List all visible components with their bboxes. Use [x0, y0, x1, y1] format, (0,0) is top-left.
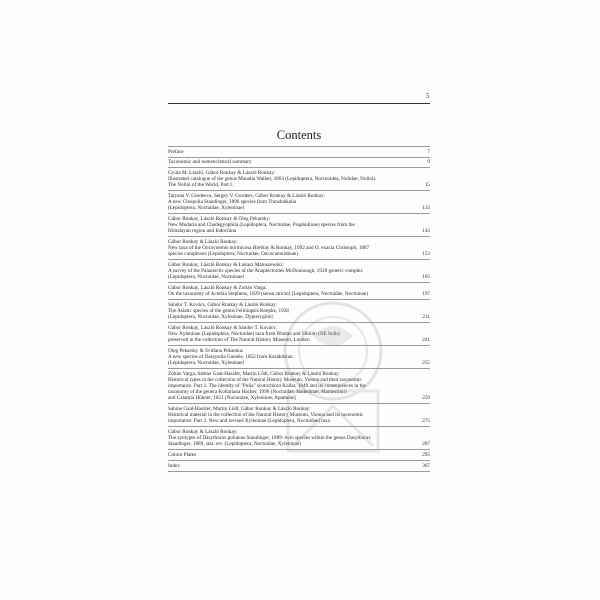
- toc-page-number: 7: [427, 148, 430, 155]
- toc-page-number: 241: [422, 336, 430, 343]
- toc-entry-authors: Sándor T. Kovács, Gábor Ronkay & László Ronkay:: [168, 301, 278, 308]
- toc-entry-title-line: importance. Part 1. The identity of "Polia" scotochlora Kollar, 1849 and its consequences in the: [168, 382, 366, 389]
- toc-entry-title-line: and Calamia Hübner, 1821 (Noctuidae, Xyleninae, Apameini): [168, 395, 297, 402]
- toc-entry-authors: Sabine Gaal-Haszler, Martin Lödl, Gábor Ronkay & László Ronkay:: [168, 405, 311, 412]
- toc-entry: [168, 426, 430, 449]
- toc-entry-title-line: Himalayan region and Indochina: [168, 228, 237, 235]
- toc-entry-title-line: (Lepidoptera, Noctuidae, Xyleninae): [168, 205, 245, 212]
- toc-entry-title-line: Colour Plates: [168, 451, 197, 458]
- toc-entry-authors: Tatyana V. Gordeeva, Sergey V. Gordeev, Gábor Ronkay & László Ronkay:: [168, 192, 325, 199]
- toc-entry: [168, 213, 430, 236]
- toc-page-number: 133: [422, 205, 430, 212]
- toc-entry-authors: Gyula M. László, Gábor Ronkay & László Ronkay:: [168, 169, 276, 176]
- toc-page-number: 367: [422, 462, 430, 469]
- toc-entry: [168, 259, 430, 282]
- toc-page-number: 295: [422, 451, 430, 458]
- toc-entry-title-line: preserved in the collection of The Natural History Museum, London: [168, 336, 310, 343]
- toc-entry-title-line: A new Cleopolia Staudinger, 1896 species from Transbaikalia: [168, 198, 297, 205]
- toc-entry: [168, 449, 430, 460]
- toc-entry-title-line: Taxonomic and nomenclatural summary: [168, 159, 252, 166]
- toc-entry-title-line: Historical material in the collection of the Natural History Museum, Vienna and its taxonomic: [168, 412, 364, 419]
- table-of-contents: [168, 146, 430, 472]
- toc-entry-title-line: importance. Part 2. New and revised Xyleninae (Lepidoptera, Noctuidae) taxa: [168, 418, 330, 425]
- toc-page-number: 165: [422, 274, 430, 281]
- toc-entry: [168, 345, 430, 368]
- toc-entry-title-line: The Nolini of the World, Part I.: [168, 182, 234, 189]
- toc-page-number: 197: [422, 290, 430, 297]
- toc-entry-title-line: (Lepidoptera, Noctuidae, Noctuinae): [168, 274, 245, 281]
- toc-page-number: 143: [422, 228, 430, 235]
- toc-entry-authors: Gábor Ronkay, László Ronkay & Oleg Pekarsky:: [168, 215, 271, 222]
- toc-entry: [168, 460, 430, 472]
- toc-entry-title-line: Staudinger, 1889, stat. rev. (Lepidoptera, Noctuidae, Xyleninae): [168, 441, 301, 448]
- toc-page-number: 287: [422, 441, 430, 448]
- toc-entry: [168, 157, 430, 168]
- toc-entry-title-line: On the taxonomy of Actebia Stephens, 1829 (sensu stricto) (Lepidoptera, Noctuidae, Noctuinae): [168, 290, 368, 297]
- toc-entry-title-line: New Xyleninae (Lepidoptera, Noctuidae) taxa from Bhutan and Sikkim (NE India): [168, 330, 341, 337]
- toc-entry: [168, 282, 430, 299]
- toc-entry-title-line: species complexes (Lepidoptera, Noctuidae, Oncocnemidinae): [168, 251, 298, 258]
- toc-page-number: 9: [427, 159, 430, 166]
- toc-entry-authors: Gábor Ronkay & László Ronkay:: [168, 428, 238, 435]
- toc-entry-authors: Gábor Ronkay & László Ronkay:: [168, 238, 238, 245]
- toc-entry-authors: Gábor Ronkay, László Ronkay & Sándor T. Kovács:: [168, 324, 277, 331]
- toc-entry-authors: Gábor Ronkay, László Ronkay & Zoltán Varga:: [168, 284, 267, 291]
- header-rule: [168, 103, 430, 104]
- toc-entry: [168, 299, 430, 322]
- toc-entry-title-line: Historical types in the collection of the Natural History Museum, Vienna and their taxonomic: [168, 376, 362, 383]
- toc-entry: [168, 146, 430, 157]
- toc-entry-title-line: Illustrated catalogue of the genus Manoba Walker, 1863 (Lepidoptera, Noctuoidea, Nolidae, Nolini).: [168, 175, 377, 182]
- toc-page-number: 255: [422, 359, 430, 366]
- toc-page-number: 275: [422, 418, 430, 425]
- toc-entry-title-line: A new species of Dasypolia Guenée, 1852 from Kazakhstan: [168, 353, 293, 360]
- toc-page-number: 15: [424, 182, 430, 189]
- toc-entry-title-line: Preface: [168, 148, 184, 155]
- toc-entry: [168, 236, 430, 259]
- toc-entry-title-line: New Mudaria and Chadegyophila (Lepidoptera, Noctuidae, Psaphidinae) species from the: [168, 221, 355, 228]
- toc-entry-title-line: A survey of the Palaearctic species of the Anaplectoides McDunnough, 1928 generic complex: [168, 267, 363, 274]
- toc-entry-title-line: The syntypes of Dasythorax polianus Staudinger, 1889: twin species within the genus Dasythorax: [168, 435, 371, 442]
- toc-entry-title-line: Index: [168, 462, 180, 469]
- page-number: 5: [426, 92, 430, 100]
- toc-page-number: 153: [422, 251, 430, 258]
- toc-entry: [168, 167, 430, 190]
- toc-entry-authors: Zoltán Varga, Sabine Gaal-Haszler, Martin Lödl, Gábor Ronkay & László Ronkay:: [168, 370, 341, 377]
- toc-entry-title-line: (Lepidoptera, Noctuidae, Xyleninae): [168, 359, 245, 366]
- page-title: Contents: [276, 128, 322, 142]
- toc-entry: [168, 403, 430, 426]
- toc-entry-title-line: taxonomy of the genera Kollariana Hacker, 1996 (Noctuidae, Hadeninae, Mamestrini): [168, 389, 347, 396]
- toc-entry-authors: Gábor Ronkay, László Ronkay & Łukasz Matuszewski:: [168, 261, 284, 268]
- toc-entry-title-line: (Lepidoptera, Noctuidae, Xyleninae, Dypterygiini): [168, 313, 274, 320]
- toc-entry: [168, 190, 430, 213]
- toc-page-number: 259: [422, 395, 430, 402]
- toc-entry-title-line: The Asiatic species of the genus Feliniopsis Roepke, 1938: [168, 307, 289, 314]
- toc-entry-title-line: New taxa of the Oncocnemis mirmicosa Hreblay & Ronkay, 1992 and O. exacta Christoph, 1887: [168, 244, 370, 251]
- toc-page-number: 211: [422, 313, 430, 320]
- toc-entry: [168, 368, 430, 403]
- toc-entry: [168, 322, 430, 345]
- toc-entry-authors: Oleg Pekarsky & Svitlana Pekarska:: [168, 347, 244, 354]
